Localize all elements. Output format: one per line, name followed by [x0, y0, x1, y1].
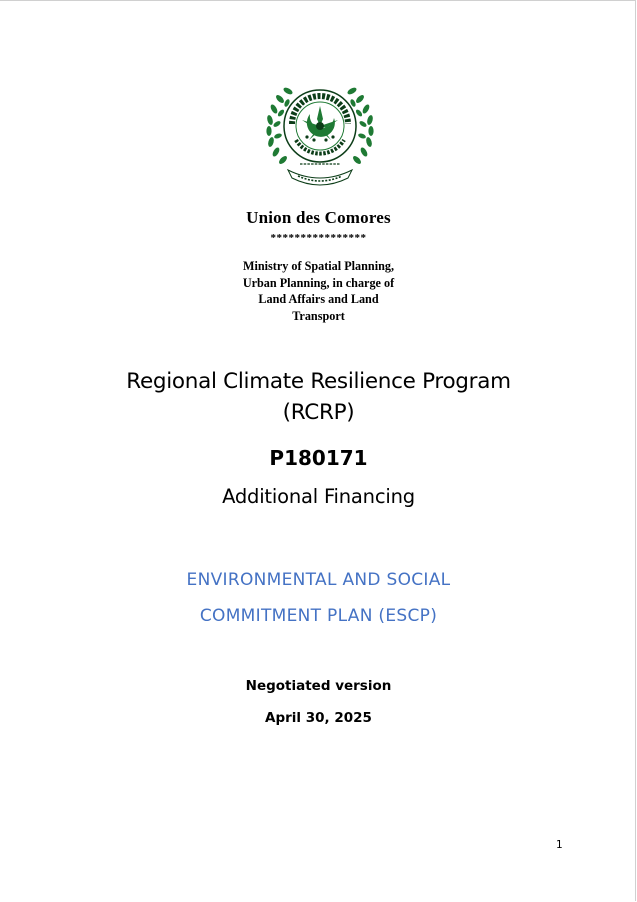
document-title	[0, 562, 637, 634]
financing-type: Additional Financing	[222, 485, 415, 508]
program-title-line: (RCRP)	[282, 400, 355, 425]
document-title-line: ENVIRONMENTAL AND SOCIAL	[186, 570, 451, 590]
country-name: Union des Comores	[246, 208, 391, 227]
document-date: April 30, 2025	[265, 710, 372, 726]
ministry-name	[0, 258, 637, 324]
program-title	[0, 366, 637, 428]
ministry-line: Ministry of Spatial Planning,	[242, 259, 394, 273]
document-title-line: COMMITMENT PLAN (ESCP)	[199, 606, 438, 626]
page-number: 1	[556, 839, 563, 851]
project-id: P180171	[269, 446, 368, 470]
program-title-line: Regional Climate Resilience Program	[126, 369, 511, 394]
ministry-line: Land Affairs and Land	[258, 292, 379, 307]
ministry-line: Urban Planning, in charge of	[242, 275, 395, 290]
document-version: Negotiated version	[245, 678, 392, 694]
national-emblem-seal	[262, 74, 378, 188]
ministry-line: Transport	[292, 308, 345, 323]
star-separator: ****************	[270, 232, 367, 244]
